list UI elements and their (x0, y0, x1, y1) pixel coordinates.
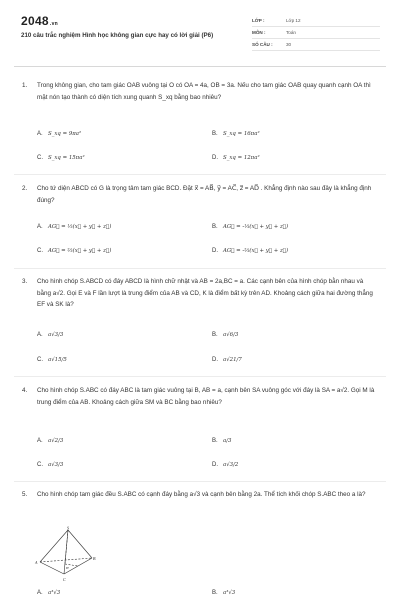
option-b[interactable] (212, 590, 235, 596)
option-text: S_xq = 9πa² (48, 131, 82, 137)
option-d[interactable] (212, 357, 242, 363)
question-number: 5. (22, 491, 28, 498)
option-d[interactable] (212, 155, 260, 161)
vertex-label-a: A (35, 560, 38, 565)
option-label: B. (212, 131, 218, 137)
option-label: D. (212, 357, 218, 363)
option-label: B. (212, 224, 218, 230)
logo-suffix: .vn (49, 21, 59, 27)
meta-key: LỚP : (252, 18, 265, 23)
question-text: Cho tứ diện ABCD có G là trọng tâm tam giác BCD. Đặt x⃗ = AB⃗, y⃗ = AC⃗, z⃗ = AD⃗ . Khẳng định nào sau đây là khẳng định đúng? (37, 185, 372, 204)
option-text: AG⃗ = -⅓(x⃗ + y⃗ + z⃗) (223, 224, 289, 230)
option-label: B. (212, 332, 218, 338)
question-number: 2. (22, 185, 28, 192)
meta-row-class (252, 15, 380, 27)
meta-row-count (252, 39, 380, 51)
logo-text: 2048 (21, 14, 49, 28)
option-text: a√3/3 (48, 462, 64, 468)
option-c[interactable] (37, 248, 111, 254)
question-4 (22, 385, 378, 408)
option-text: a/3 (223, 438, 232, 444)
meta-value: 30 (286, 42, 292, 47)
question-divider (14, 376, 386, 377)
question-divider (14, 481, 386, 482)
option-label: A. (37, 590, 43, 596)
option-label: C. (37, 155, 43, 161)
option-a[interactable] (37, 332, 63, 338)
option-b[interactable] (212, 131, 260, 137)
option-text: a√2/3 (48, 438, 64, 444)
vertex-label-c: C (63, 577, 66, 582)
option-text: a√3/2 (223, 462, 239, 468)
option-label: A. (37, 224, 43, 230)
option-text: AG⃗ = ⅓(x⃗ + y⃗ + z⃗) (48, 224, 112, 230)
question-text: Cho hình chóp tam giác đều S.ABC có cạnh đáy bằng a√3 và cạnh bên bằng 2a. Thể tích khối chóp S.ABC theo a là? (37, 491, 366, 498)
option-text: AG⃗ = ⅔(x⃗ + y⃗ + z⃗) (48, 248, 112, 254)
option-b[interactable] (212, 332, 238, 338)
site-logo[interactable] (21, 14, 58, 28)
option-text: a√3/3 (48, 332, 64, 338)
option-c[interactable] (37, 357, 67, 363)
option-label: D. (212, 248, 218, 254)
document-title: 210 câu trắc nghiệm Hình học không gian cực hay có lời giải (P6) (21, 32, 214, 39)
option-text: a³√3 (48, 590, 61, 596)
question-3 (22, 276, 378, 311)
meta-value: Toán (286, 30, 296, 35)
question-number: 1. (22, 82, 28, 89)
option-label: C. (37, 248, 43, 254)
option-text: S_xq = 16πa² (223, 131, 260, 137)
option-c[interactable] (37, 462, 63, 468)
question-1 (22, 80, 378, 103)
option-a[interactable] (37, 590, 60, 596)
question-text: Cho hình chóp S.ABCD có đáy ABCD là hình chữ nhật và AB = 2a,BC = a. Các cạnh bên của hình chóp bằn nhau và bằng a√2. Gọi E và F lần lượt là trung điểm của AB và CD, K là điểm bất kỳ trên AD. Khoảng cách giữa hai đường thẳng EF và SK là? (37, 278, 373, 308)
option-label: C. (37, 462, 43, 468)
option-text: a√15/5 (48, 357, 67, 363)
option-label: A. (37, 438, 43, 444)
option-text: AG⃗ = -⅔(x⃗ + y⃗ + z⃗) (223, 248, 289, 254)
option-label: A. (37, 332, 43, 338)
option-label: B. (212, 438, 218, 444)
meta-value: Lớp 12 (286, 18, 301, 23)
question-divider (14, 174, 386, 175)
option-text: S_xq = 15πa² (48, 155, 85, 161)
option-d[interactable] (212, 248, 288, 254)
question-number: 4. (22, 387, 28, 394)
vertex-label-b: B (93, 556, 96, 561)
option-a[interactable] (37, 438, 63, 444)
option-label: B. (212, 590, 218, 596)
option-b[interactable] (212, 438, 231, 444)
option-d[interactable] (212, 462, 238, 468)
option-label: D. (212, 462, 218, 468)
question-divider (14, 268, 386, 269)
question-5 (22, 489, 378, 501)
meta-key: MÔN : (252, 30, 266, 35)
meta-table (252, 15, 380, 51)
option-a[interactable] (37, 224, 111, 230)
option-text: a√6/3 (223, 332, 239, 338)
header-divider (14, 66, 386, 67)
option-text: a√21/7 (223, 357, 242, 363)
option-text: S_xq = 12πa² (223, 155, 260, 161)
pyramid-figure (34, 526, 98, 584)
meta-row-subject (252, 27, 380, 39)
question-text: Trong không gian, cho tam giác OAB vuông tại O có OA = 4a, OB = 3a. Nếu cho tam giác OAB quay quanh cạnh OA thì mặt nón tạo thành có diện tích xung quanh S_xq bằng bao nhiêu? (37, 82, 371, 101)
option-b[interactable] (212, 224, 288, 230)
option-label: A. (37, 131, 43, 137)
question-text: Cho hình chóp S.ABC có đáy ABC là tam giác vuông tại B, AB = a, cạnh bên SA vuông góc với đáy là SA = a√2. Gọi M là trung điểm của AB. Khoảng cách giữa SM và BC bằng bao nhiêu? (37, 387, 375, 406)
option-text: a³√3 (223, 590, 236, 596)
vertex-label-s: S (67, 526, 69, 531)
question-2 (22, 183, 378, 206)
option-c[interactable] (37, 155, 85, 161)
meta-key: SỐ CÂU : (252, 42, 273, 47)
vertex-label-h: H (66, 566, 69, 570)
question-number: 3. (22, 278, 28, 285)
option-a[interactable] (37, 131, 81, 137)
option-label: D. (212, 155, 218, 161)
option-label: C. (37, 357, 43, 363)
